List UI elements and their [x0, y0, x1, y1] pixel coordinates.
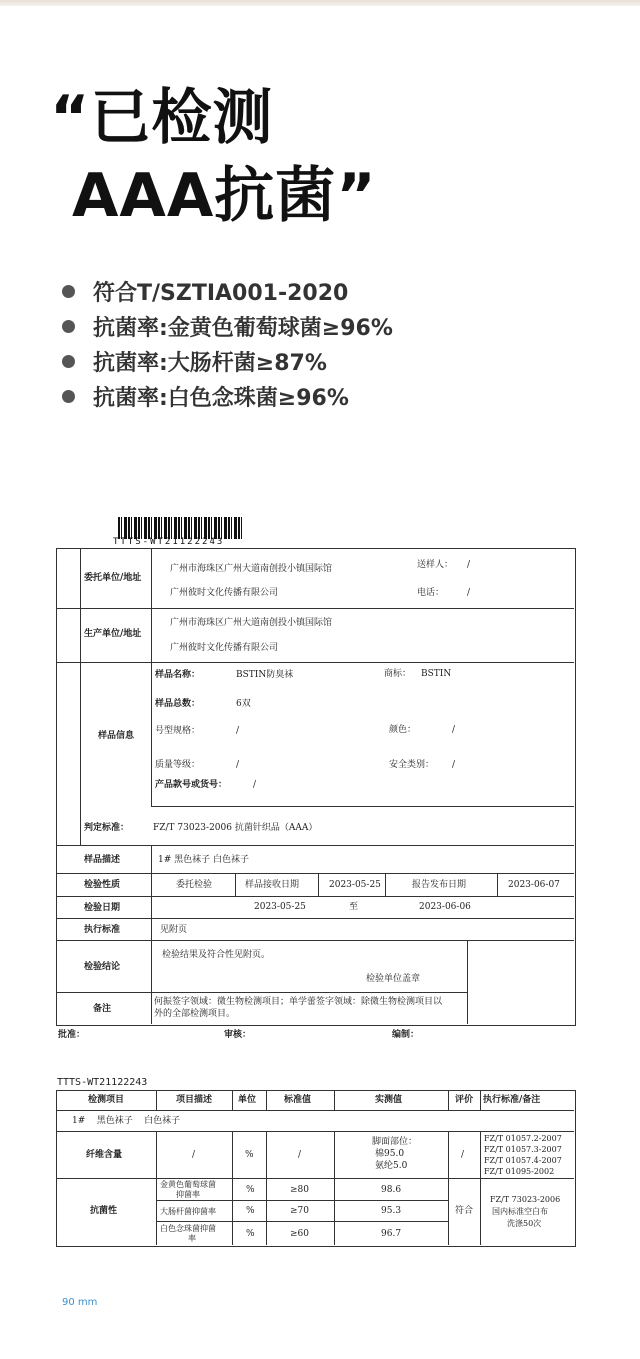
col-desc: 项目描述: [176, 1095, 213, 1105]
issue-value: 2023-06-07: [508, 880, 560, 890]
brand-label: 商标：: [384, 669, 412, 679]
issue-label: 报告发布日期: [412, 880, 467, 890]
col-item: 检测项目: [88, 1095, 125, 1105]
safety-label: 安全类别：: [389, 760, 435, 770]
receive-value: 2023-05-25: [329, 880, 381, 890]
color-label: 颜色：: [389, 725, 417, 735]
col-exec: 执行标准/备注: [483, 1095, 541, 1105]
fiber-std: /: [298, 1150, 302, 1160]
feature-item: 抗菌率:金黄色葡萄球菌≥96%: [62, 309, 393, 344]
fiber-measured-3: 氨纶5.0: [375, 1161, 408, 1171]
col-measured: 实测值: [375, 1095, 403, 1105]
date-label: 检验日期: [84, 903, 121, 913]
sender-value: /: [467, 560, 471, 570]
exec-value: 见附页: [160, 925, 188, 935]
antibac-value-3: 96.7: [381, 1229, 402, 1239]
footer-measure: 90 mm: [62, 1297, 98, 1308]
desc-label: 样品描述: [84, 855, 121, 865]
standard-label: 判定标准：: [84, 823, 130, 833]
bullet-dot-icon: [62, 355, 75, 368]
antibac-note-3: 洗涤50次: [507, 1219, 542, 1228]
compile-label: 编制：: [392, 1030, 420, 1040]
date-to-word: 至: [349, 902, 359, 912]
bullet-dot-icon: [62, 390, 75, 403]
conclusion-value: 检验结果及符合性见附页。: [162, 950, 271, 960]
model-label: 号型规格：: [155, 726, 201, 736]
phone-value: /: [467, 588, 471, 598]
barcode-image: [118, 517, 244, 539]
color-value: /: [452, 725, 456, 735]
headline-line-2: AAA抗菌”: [72, 161, 377, 231]
sample-row: 1# 黑色袜子 白色袜子: [72, 1116, 181, 1126]
fiber-standard: FZ/T 01057.2-2007: [484, 1134, 562, 1143]
antibac-std-3: ≥60: [290, 1229, 309, 1239]
antibac-desc-3b: 率: [188, 1234, 196, 1243]
grade-label: 质量等级：: [155, 760, 201, 770]
antibac-note-1: FZ/T 73023-2006: [490, 1195, 561, 1204]
fiber-desc: /: [192, 1150, 196, 1160]
feature-list: [62, 274, 393, 414]
safety-value: /: [452, 760, 456, 770]
phone-label: 电话：: [417, 588, 445, 598]
fiber-eval: /: [461, 1150, 465, 1160]
remark-line-1: 何振签字领域：微生物检测项目；单学蕾签字领域：除微生物检测项目以: [154, 997, 443, 1007]
exec-label: 执行标准: [84, 925, 121, 935]
receive-label: 样品接收日期: [245, 880, 300, 890]
nature-label: 检验性质: [84, 880, 121, 890]
antibac-unit-3: %: [246, 1229, 255, 1239]
antibac-std-1: ≥80: [290, 1185, 309, 1195]
bullet-dot-icon: [62, 285, 75, 298]
seal-text: 检验单位盖章: [366, 974, 421, 984]
date-from: 2023-05-25: [254, 902, 306, 912]
antibac-std-2: ≥70: [290, 1206, 309, 1216]
top-border: [0, 0, 640, 6]
sample-name-value: BSTIN防臭袜: [236, 670, 294, 680]
antibac-unit-2: %: [246, 1206, 255, 1216]
barcode-number: TTTS-WT21122243: [113, 537, 225, 547]
model-value: /: [236, 726, 240, 736]
product-no-label: 产品款号或货号：: [155, 780, 228, 790]
producer-address: 广州市海珠区广州大道南创投小镇国际馆: [170, 618, 333, 628]
results-title: TTTS-WT21122243: [57, 1077, 148, 1088]
sample-count-label: 样品总数：: [155, 699, 201, 709]
client-address: 广州市海珠区广州大道南创投小镇国际馆: [170, 564, 333, 574]
remark-line-2: 外的全部检测项目。: [154, 1009, 236, 1019]
sender-label: 送样人：: [417, 560, 454, 570]
conclusion-label: 检验结论: [84, 962, 121, 972]
fiber-measured-2: 棉95.0: [375, 1149, 405, 1159]
nature-value: 委托检验: [176, 880, 213, 890]
headline-line-1: “已检测: [50, 83, 274, 153]
antibac-desc-1: 金黄色葡萄球菌: [160, 1180, 216, 1189]
antibac-unit-1: %: [246, 1185, 255, 1195]
sample-count-value: 6双: [236, 699, 251, 709]
sample-name-label: 样品名称：: [155, 670, 201, 680]
client-label: 委托单位/地址: [84, 573, 142, 583]
antibac-value-1: 98.6: [381, 1185, 402, 1195]
fiber-standard: FZ/T 01095-2002: [484, 1167, 555, 1176]
remark-label: 备注: [93, 1004, 112, 1014]
antibac-value-2: 95.3: [381, 1206, 402, 1216]
standard-value: FZ/T 73023-2006 抗菌针织品（AAA）: [153, 823, 318, 833]
antibac-item: 抗菌性: [90, 1206, 118, 1216]
antibac-desc-3: 白色念珠菌抑菌: [160, 1224, 216, 1233]
fiber-item: 纤维含量: [86, 1150, 123, 1160]
fiber-unit: %: [245, 1150, 254, 1160]
sample-info-label: 样品信息: [98, 731, 135, 741]
desc-value: 1# 黑色袜子 白色袜子: [158, 855, 249, 865]
antibac-eval: 符合: [455, 1206, 474, 1216]
feature-item: 抗菌率:大肠杆菌≥87%: [62, 344, 393, 379]
review-label: 审核：: [224, 1030, 252, 1040]
col-unit: 单位: [238, 1095, 257, 1105]
client-company: 广州彼时文化传播有限公司: [170, 588, 279, 598]
feature-item: 符合T/SZTIA001-2020: [62, 274, 393, 309]
feature-item: 抗菌率:白色念珠菌≥96%: [62, 379, 393, 414]
product-no-value: /: [253, 780, 257, 790]
bullet-dot-icon: [62, 320, 75, 333]
brand-value: BSTIN: [421, 669, 452, 679]
producer-label: 生产单位/地址: [84, 629, 142, 639]
grade-value: /: [236, 760, 240, 770]
producer-company: 广州彼时文化传播有限公司: [170, 643, 279, 653]
antibac-desc-2: 大肠杆菌抑菌率: [160, 1207, 216, 1216]
antibac-note-2: 国内标准空白布: [492, 1207, 548, 1216]
approve-label: 批准：: [58, 1030, 86, 1040]
col-eval: 评价: [455, 1095, 474, 1105]
fiber-standard: FZ/T 01057.4-2007: [484, 1156, 562, 1165]
antibac-desc-1b: 抑菌率: [176, 1190, 200, 1199]
fiber-measured-1: 脚面部位：: [372, 1137, 418, 1147]
date-to: 2023-06-06: [419, 902, 471, 912]
col-std: 标准值: [284, 1095, 312, 1105]
fiber-standard: FZ/T 01057.3-2007: [484, 1145, 562, 1154]
